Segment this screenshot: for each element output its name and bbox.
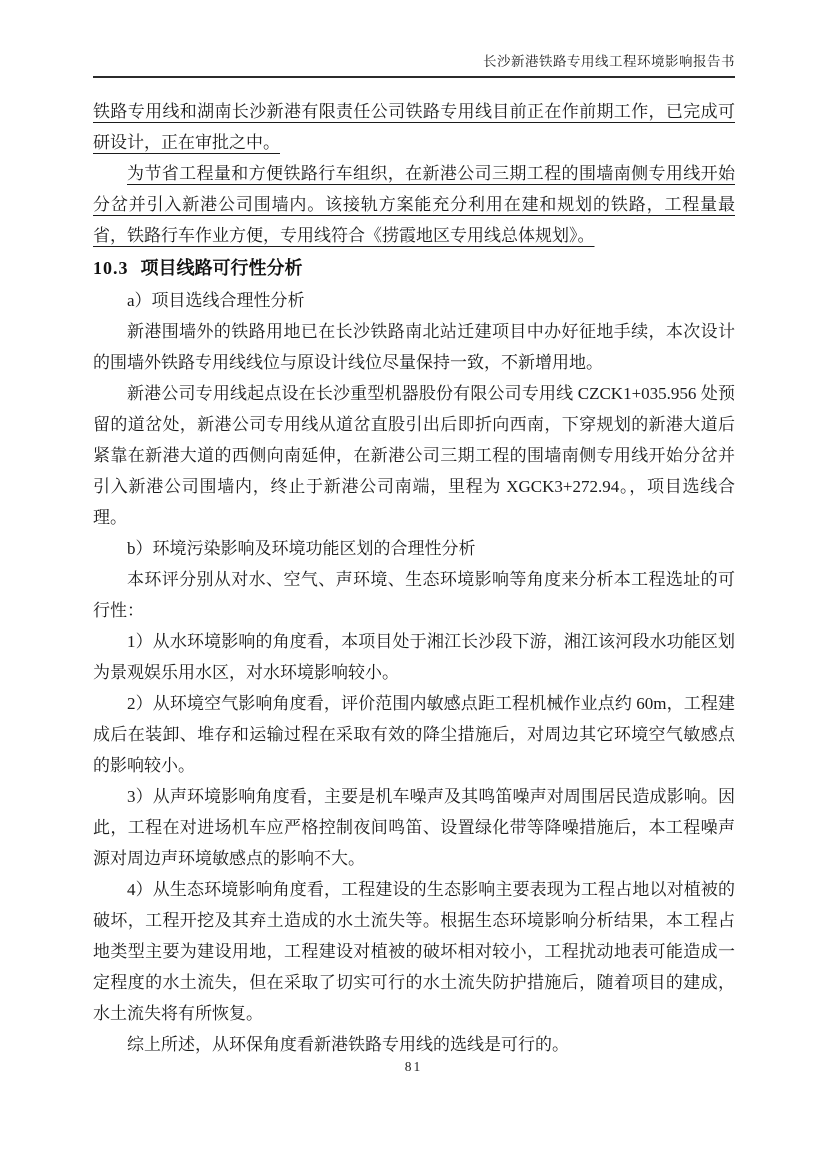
paragraph-conclusion: 综上所述，从环保角度看新港铁路专用线的选线是可行的。 <box>127 1035 569 1054</box>
paragraph-continuation: 铁路专用线和湖南长沙新港有限责任公司铁路专用线目前正在作前期工作，已完成可研设计，正在审批之中。 <box>93 102 735 152</box>
section-title: 项目线路可行性分析 <box>140 258 303 278</box>
paragraph-point1-water: 1）从水环境影响的角度看，本项目处于湘江长沙段下游，湘江该河段水功能区划为景观娱乐用水区，对水环境影响较小。 <box>93 632 735 682</box>
paragraph-feasibility-intro: 本环评分别从对水、空气、声环境、生态环境影响等角度来分析本工程选址的可行性： <box>93 570 735 620</box>
paragraph-track-plan: 为节省工程量和方便铁路行车组织，在新港公司三期工程的围墙南侧专用线开始分岔并引入新港公司围墙内。该接轨方案能充分利用在建和规划的铁路，工程量最省，铁路行车作业方便，专用线符合《捞霞地区专用线总体规划》。 <box>93 164 735 245</box>
page-number: 81 <box>404 1059 423 1074</box>
paragraph-alignment-detail: 新港公司专用线起点设在长沙重型机器股份有限公司专用线 CZCK1+035.956 处预留的道岔处，新港公司专用线从道岔直股引出后即折向西南，下穿规划的新港大道后紧靠在新港大道的西侧向南延伸，在新港公司三期工程的围墙南侧专用线开始分岔并引入新港公司围墙内，终止于新港公司南端，里程为 XGCK3+272.94。，项目选线合理。 <box>93 384 735 527</box>
paragraph-point3-noise: 3）从声环境影响角度看，主要是机车噪声及其鸣笛噪声对周围居民造成影响。因此，工程在对进场机车应严格控制夜间鸣笛、设置绿化带等降噪措施后，本工程噪声源对周边声环境敏感点的影响不大。 <box>93 787 735 868</box>
section-number: 10.3 <box>93 258 129 278</box>
page-header <box>93 50 735 78</box>
subsection-item-a: a）项目选线合理性分析 <box>127 291 305 310</box>
page-header-title: 长沙新港铁路专用线工程环境影响报告书 <box>483 54 735 69</box>
paragraph-point2-air: 2）从环境空气影响角度看，评价范围内敏感点距工程机械作业点约 60m，工程建成后在装卸、堆存和运输过程在采取有效的降尘措施后，对周边其它环境空气敏感点的影响较小。 <box>93 694 735 775</box>
paragraph-point4-ecology: 4）从生态环境影响角度看，工程建设的生态影响主要表现为工程占地以对植被的破坏，工程开挖及其弃土造成的水土流失等。根据生态环境影响分析结果，本工程占地类型主要为建设用地，工程建设对植被的破坏相对较小，工程扰动地表可能造成一定程度的水土流失，但在采取了切实可行的水土流失防护措施后，随着项目的建成，水土流失将有所恢复。 <box>93 880 735 1023</box>
document-body <box>93 96 735 1060</box>
page-footer <box>0 1058 827 1076</box>
section-heading <box>93 253 735 284</box>
subsection-item-b: b）环境污染影响及环境功能区划的合理性分析 <box>127 539 476 558</box>
paragraph-land-use: 新港围墙外的铁路用地已在长沙铁路南北站迁建项目中办好征地手续，本次设计的围墙外铁路专用线线位与原设计线位尽量保持一致，不新增用地。 <box>93 322 735 372</box>
